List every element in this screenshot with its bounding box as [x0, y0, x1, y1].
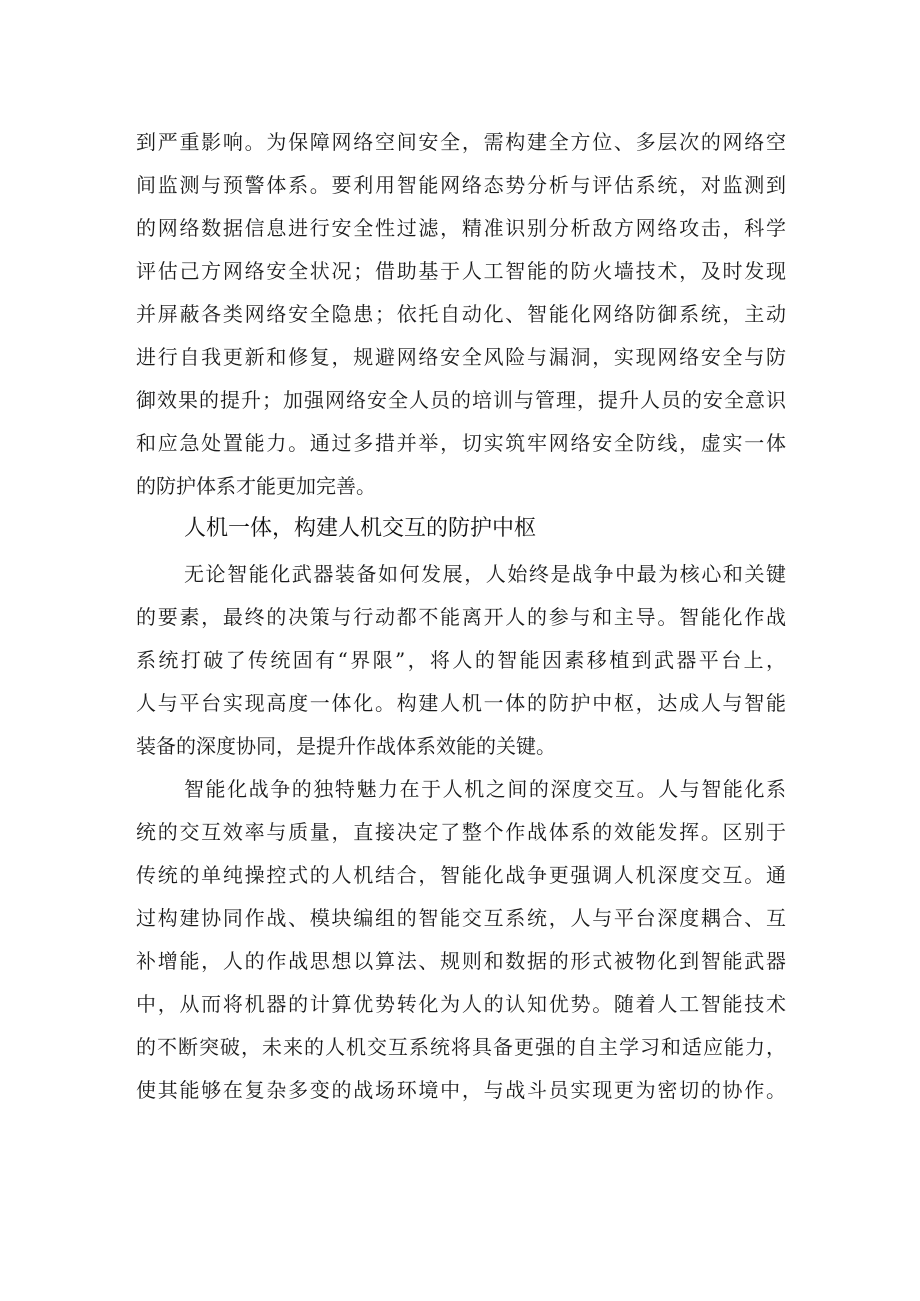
para1-line-9: 的防护体系才能更加完善。 — [136, 474, 376, 498]
para1-line-4: 评估己方网络安全状况；借助基于人工智能的防火墙技术，及时发现 — [136, 259, 786, 283]
para1-line-8: 和应急处置能力。通过多措并举，切实筑牢网络安全防线，虚实一体 — [136, 431, 786, 455]
para2-line-2: 的要素，最终的决策与行动都不能离开人的参与和主导。智能化作战 — [136, 605, 786, 629]
para1-line-5: 并屏蔽各类网络安全隐患；依托自动化、智能化网络防御系统，主动 — [136, 302, 786, 326]
para2-line-1: 无论智能化武器装备如何发展，人始终是战争中最为核心和关键 — [184, 562, 786, 586]
para1-line-1: 到严重影响。为保障网络空间安全，需构建全方位、多层次的网络空 — [136, 130, 786, 154]
para2-line-3: 系统打破了传统固有“界限”，将人的智能因素移植到武器平台上， — [136, 648, 786, 672]
para3-line-5: 补增能，人的作战思想以算法、规则和数据的形式被物化到智能武器 — [136, 949, 786, 973]
para3-line-1: 智能化战争的独特魅力在于人机之间的深度交互。人与智能化系 — [184, 777, 786, 801]
para3-line-3: 传统的单纯操控式的人机结合，智能化战争更强调人机深度交互。通 — [136, 863, 786, 887]
para1-line-2: 间监测与预警体系。要利用智能网络态势分析与评估系统，对监测到 — [136, 173, 786, 197]
para3-line-6: 中，从而将机器的计算优势转化为人的认知优势。随着人工智能技术 — [136, 992, 786, 1016]
para1-line-6: 进行自我更新和修复，规避网络安全风险与漏洞，实现网络安全与防 — [136, 345, 786, 369]
para1-line-7: 御效果的提升；加强网络安全人员的培训与管理，提升人员的安全意识 — [136, 388, 786, 412]
para3-line-4: 过构建协同作战、模块编组的智能交互系统，人与平台深度耦合、互 — [136, 906, 786, 930]
para3-line-8: 使其能够在复杂多变的战场环境中，与战斗员实现更为密切的协作。 — [136, 1078, 786, 1102]
para2-line-4: 人与平台实现高度一体化。构建人机一体的防护中枢，达成人与智能 — [136, 691, 786, 715]
para3-line-2: 统的交互效率与质量，直接决定了整个作战体系的效能发挥。区别于 — [136, 820, 786, 844]
section-heading: 人机一体，构建人机交互的防护中枢 — [184, 516, 537, 541]
para3-line-7: 的不断突破，未来的人机交互系统将具备更强的自主学习和适应能力， — [136, 1035, 786, 1059]
para1-line-3: 的网络数据信息进行安全性过滤，精准识别分析敌方网络攻击，科学 — [136, 216, 786, 240]
para2-line-5: 装备的深度协同，是提升作战体系效能的关键。 — [136, 734, 556, 758]
